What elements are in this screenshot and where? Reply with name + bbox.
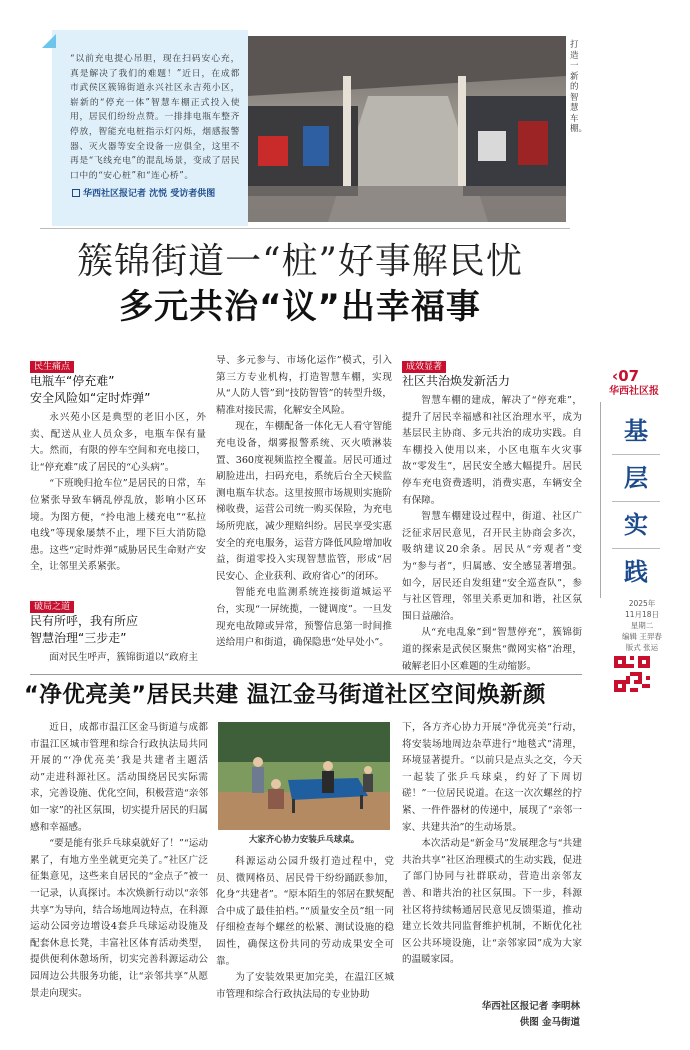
pingpong-photo: [218, 722, 390, 830]
photo-caption-vertical: 打造一新的智慧车棚。: [570, 40, 588, 134]
art2-byline-1: 华西社区报记者 李明林: [481, 1001, 580, 1012]
intro-text: “以前充电提心吊胆，现在扫码安心充，真是解决了我们的难题！”近日，在成都市武侯区簇锦街道永兴社区永吉苑小区，崭新的“停充一体”智慧车棚正式投入使用，居民们纷纷点赞。一排排电瓶车整齐停放，智能充电桩指示灯闪烁，烟感报警器、灭火器等安全设备一应俱全，这里不再是“飞线充电”的混乱场景，变成了居民口中的“安心桩”和“连心桥”。: [70, 54, 240, 181]
col2-para-2: 现在，车棚配备一体化无人看守智能充电设备，烟雾报警系统、灭火喷淋装置、360度视频监控全覆盖。居民可通过刷脸进出，扫码充电，系统后台全天候监测电瓶车状态。这里按照市场规则实施阶梯收费，运营公司统一购买保险，为充电场所兜底，减少理赔纠纷。居民享受实惠安全的充电服务，运营方降低风险增加收益，街道零投入实现智慧监管，形成“居民安心、企业获利、政府省心”的闭环。: [216, 421, 392, 582]
result-para-2: 智慧车棚建设过程中，街道、社区广泛征求居民意见，召开民主协商会多次，吸纳建议20余条。居民从“旁观者”变为“参与者”，归属感、安全感显著增强。如今，居民还自发组建“安全巡查队”，参与社区管理，邻里关系更加和谐，社区氛围日益融洽。: [402, 511, 582, 622]
section-char-1: 基: [612, 408, 660, 455]
page-no-text: 07: [618, 367, 640, 385]
art2-c3-para-2: 本次活动是“新金马”发展理念与“共建共治共享”社区治理模式的生动实践，促进了部门协同与社群联动，营造出亲邻友善、和谐共治的社区氛围。下一步，科源社区将持续畅通居民意见反馈渠道，推动建立长效共同监督维护机制，不断优化社区公共环境设施，让“亲邻家园”成为大家的温暖家园。: [402, 838, 582, 966]
section-pain: [30, 354, 206, 576]
page-number: [612, 367, 672, 385]
art2-byline-2: 供图 金马街道: [519, 1017, 580, 1028]
intro-corner: [42, 34, 56, 48]
article2-title: “净优亮美”居民共建 温江金马街道社区空间焕新颜: [24, 682, 546, 708]
issue-year: 2025年: [628, 599, 656, 608]
byline-text: 华西社区报记者 沈悦 受访者供图: [83, 189, 216, 199]
section-char-2: 层: [612, 455, 660, 502]
art2-col1: [30, 720, 208, 1002]
top-line: [40, 228, 570, 229]
section-label: [612, 408, 660, 595]
square-icon: [72, 189, 80, 197]
head-solution-1: 民有所呼，我有所应: [30, 614, 139, 628]
issue-designer: 版式 张运: [625, 643, 659, 652]
section-solution: [30, 594, 206, 667]
sidebar-line: [600, 402, 601, 598]
paper-name: 华西社区报: [609, 386, 659, 397]
issue-date: 11月18日: [624, 610, 660, 619]
tag-result: 成效显著: [402, 361, 446, 373]
section-char-4: 践: [624, 557, 648, 586]
issue-weekday: 星期二: [630, 621, 654, 630]
tag-solution: 破局之道: [30, 601, 74, 613]
art2-c3-para-1: 下，各方齐心协力开展“净优亮美”行动，将安装场地周边杂草进行“地毯式”清理，环境显著提升。“以前只是点头之交，今天一起装了张乒乓球桌，约好了下周切磋！”一位居民说道。在这一次次螺丝的拧紧、一件件器材的传递中，展现了“亲邻一家、共建共治”的生动场景。: [402, 722, 582, 833]
pain-para-1: 永兴苑小区是典型的老旧小区，外卖、配送从业人员众多，电瓶车保有量大。然而，有限的停车空间和充电接口，让“停充难”成了居民的“心头病”。: [30, 412, 206, 473]
issue-editor: 编辑 王羿春: [622, 632, 662, 641]
art2-c2-para-1: 科源运动公园升级打造过程中，党员、微网格员、居民骨干纷纷踊跃参加，化身“共建者”。“原本陌生的邻居在默契配合中成了最佳拍档。”“质量安全员”组一同仔细检查每个螺丝的松紧、测试设施的稳固性，确保这份共同的劳动成果安全可靠。: [216, 856, 394, 967]
head-solution-2: 智慧治理“三步走”: [30, 631, 127, 645]
col2-para-3: 智能充电监测系统连接街道城运平台，实现“一屏统揽，一键调度”。一旦发现充电故障或异常，预警信息第一时间推送给用户和街道，确保隐患“处早处小”。: [216, 587, 392, 649]
art2-c1-para-2: “要是能有张乒乓球桌就好了！”“运动累了，有地方坐坐就更完美了。”社区广泛征集意见，这些来自居民的“金点子”被一一记录，认真探讨。本次焕新行动以“亲邻共享”为导向，结合场地周边特点，在科源运动公园旁边增设4套乒乓球运动设施及配套休息长凳，丰富社区体育活动类型，提供便利休憩场所，切实完善科源运动公园周边公共服务功能，让“亲邻共享”从愿景走向现实。: [30, 838, 208, 999]
col2-body: [216, 353, 392, 652]
col2-para-1: 导、多元参与、市场化运作”模式，引入第三方专业机构，打造智慧车棚，实现从“人防人管”到“技防智管”的转型升级，精准对接民需，化解安全风险。: [216, 355, 392, 416]
section-char-3: 实: [612, 502, 660, 549]
art2-c1-para-1: 近日，成都市温江区金马街道与成都市温江区城市管理和综合行政执法局共同开展的“‘净优亮美’我是共建者主题活动”走进科源社区。活动围绕居民实际需求，完善设施、优化空间，积极营造“亲邻如一家”的社区氛围，切实提升居民的归属感和幸福感。: [30, 722, 208, 833]
headline-main: 簇锦街道一“桩”好事解民忧: [77, 241, 523, 282]
chevron-left-icon: ‹: [612, 367, 619, 385]
tag-pain: 民生痛点: [30, 361, 74, 373]
art2-c2-para-2: 为了安装效果更加完美，在温江区城市管理和综合行政执法局的专业协助: [216, 972, 394, 1000]
result-para-3: 从“充电乱象”到“智慧停充”，簇锦街道的探索是武侯区聚焦“微网实格”治理，破解老旧小区难题的生动缩影。: [402, 627, 582, 672]
garage-photo: [248, 36, 566, 222]
head-pain-1: 电瓶车“停充难”: [30, 374, 115, 388]
pingpong-caption: 大家齐心协力安装乒乓球桌。: [248, 835, 360, 845]
art2-col2: [216, 854, 394, 1003]
art2-col3: [402, 720, 582, 969]
pain-para-2: “下班晚归抢车位”是居民的日常，车位紧张导致车辆乱停乱放，影响小区环境。为图方便，“拎电池上楼充电”“私拉电线”等现象屡禁不止，埋下巨大消防隐患。这些“定时炸弹”威胁居民生命财产安全，让邻里关系紧张。: [30, 478, 206, 573]
issue-info: [612, 598, 672, 653]
head-pain-2: 安全风险如“定时炸弹”: [30, 391, 151, 405]
headline-sub: 多元共治“议”出幸福事: [119, 287, 481, 327]
head-result: 社区共治焕发新活力: [402, 374, 511, 388]
solution-para-1: 面对民生呼声，簇锦街道以“政府主: [49, 652, 198, 663]
intro-byline: [72, 188, 248, 200]
result-para-1: 智慧车棚的建成，解决了“停充难”，提升了居民幸福感和社区治理水平，成为基层民主协商、多元共治的成功实践。自车棚投入使用以来，小区电瓶车火灾事故“零发生”，居民安全感大幅提升。居民停车充电资费透明，消费实惠，车辆安全有保障。: [402, 395, 582, 506]
mid-divider: [30, 674, 582, 675]
section-result: [402, 354, 582, 675]
